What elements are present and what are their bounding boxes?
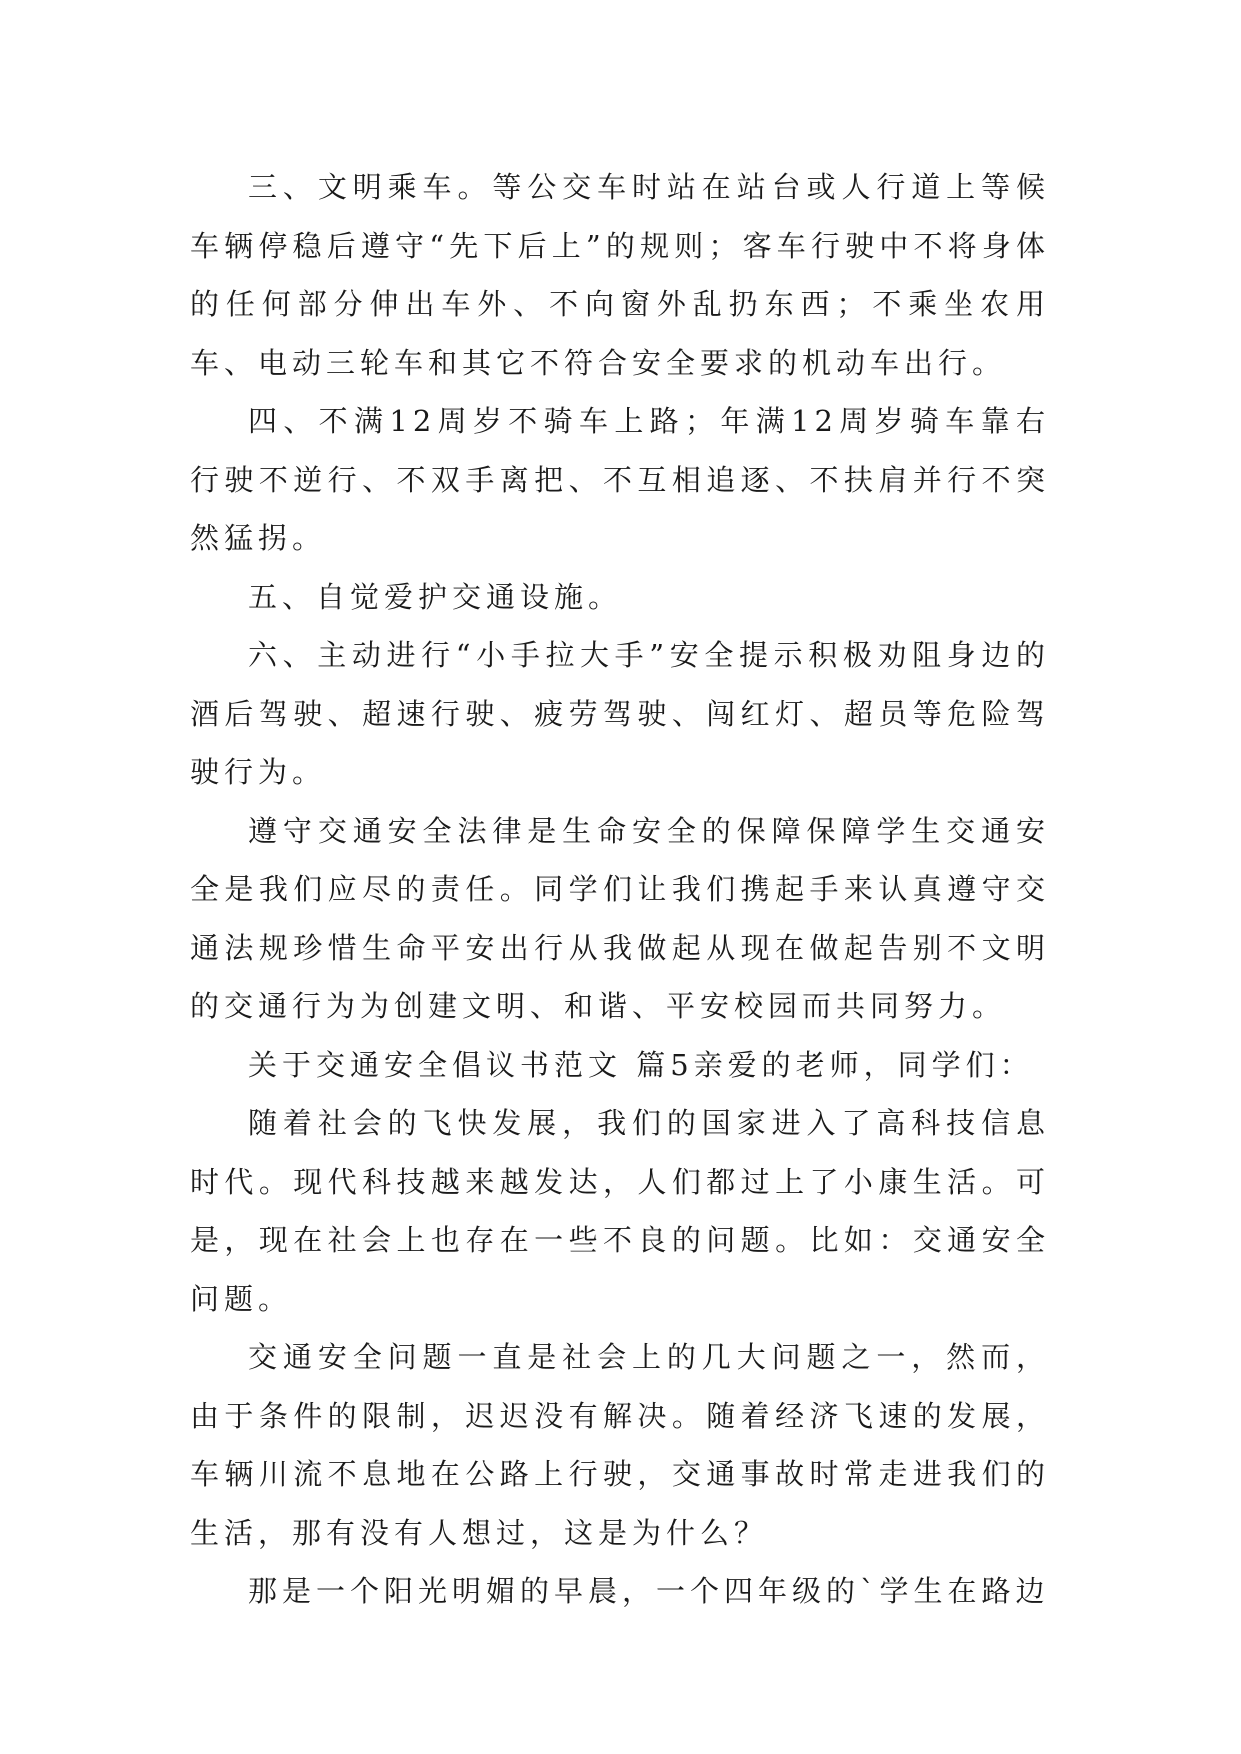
paragraph-bicycle-rules: 四、不满12周岁不骑车上路；年满12周岁骑车靠右行驶不逆行、不双手离把、不互相追逐、不扶肩并行不突然猛拐。 (190, 404, 1050, 555)
paragraph-safety-reminders: 六、主动进行“小手拉大手”安全提示积极劝阻身边的酒后驾驶、超速行驶、疲劳驾驶、闯红灯、超员等危险驾驶行为。 (190, 638, 1050, 789)
paragraph-conclusion: 遵守交通安全法律是生命安全的保障保障学生交通安全是我们应尽的责任。同学们让我们携起手来认真遵守交通法规珍惜生命平安出行从我做起从现在做起告别不文明的交通行为为创建文明、和谐、平安校园而共同努力。 (190, 813, 1050, 1023)
paragraph-traffic-problem: 交通安全问题一直是社会上的几大问题之一，然而，由于条件的限制，迟迟没有解决。随着经济飞速的发展，车辆川流不息地在公路上行驶，交通事故时常走进我们的生活，那有没有人想过，这是为什么？ (190, 1340, 1050, 1550)
document-body (190, 158, 1050, 1621)
paragraph-society-development: 随着社会的飞快发展，我们的国家进入了高科技信息时代。现代科技越来越发达，人们都过上了小康生活。可是，现在社会上也存在一些不良的问题。比如：交通安全问题。 (190, 1106, 1050, 1316)
paragraph-story-start: 那是一个阳光明媚的早晨，一个四年级的`学生在路边 (248, 1574, 1050, 1608)
paragraph-protect-facilities: 五、自觉爱护交通设施。 (248, 579, 623, 614)
paragraph-civilized-riding: 三、文明乘车。等公交车时站在站台或人行道上等候车辆停稳后遵守“先下后上”的规则；客车行驶中不将身体的任何部分伸出车外、不向窗外乱扔东西；不乘坐农用车、电动三轮车和其它不符合安全要求的机动车出行。 (190, 170, 1050, 380)
paragraph-section-heading: 关于交通安全倡议书范文 篇5亲爱的老师，同学们： (248, 1047, 1034, 1082)
